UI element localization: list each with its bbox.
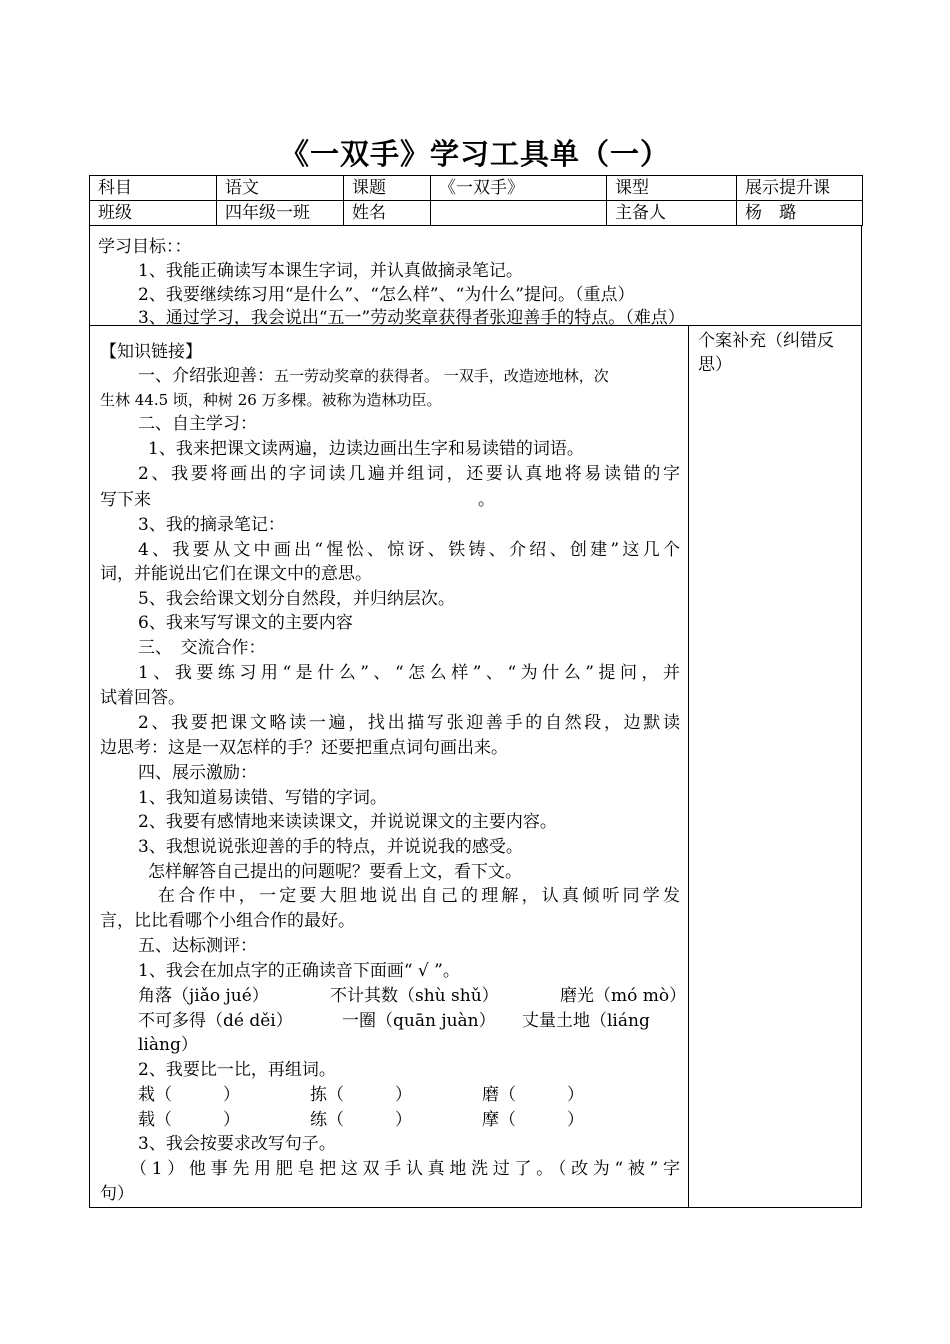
name-label: 姓名: [344, 201, 431, 226]
lesson-type-value: 展示提升课: [737, 176, 863, 201]
task-line: 1、我来把课文读两遍，边读边画出生字和易读错的词语。: [148, 439, 584, 459]
knowledge-intro-text: 五一劳动奖章的获得者。 一双手，改造迹地林，次: [274, 367, 609, 385]
subject-value: 语文: [217, 176, 344, 201]
task-line: （1）他事先用肥皂把这双手认真地洗过了。（改为“被”字: [130, 1159, 680, 1179]
compare-item: 栽（ ）: [138, 1085, 240, 1105]
task-line: 3、我会按要求改写句子。: [138, 1134, 336, 1154]
preparer-value: 杨 璐: [737, 201, 863, 226]
info-table: [89, 175, 863, 226]
task-line: 边思考：这是一双怎样的手？还要把重点词句画出来。: [100, 738, 508, 758]
compare-item: 载（ ）: [138, 1110, 240, 1130]
knowledge-intro-lead: 一、介绍张迎善：: [138, 366, 274, 386]
task-line: 1、我会在加点字的正确读音下面画“ √ ”。: [138, 961, 460, 981]
task-line: 在合作中，一定要大胆地说出自己的理解，认真倾听同学发: [158, 886, 680, 906]
goal-item: 1、我能正确读写本课生字词，并认真做摘录笔记。: [138, 261, 523, 281]
goal-item: 3、通过学习，我会说出“五一”劳动奖章获得者张迎善手的特点。（难点）: [138, 308, 685, 328]
knowledge-intro: [138, 364, 680, 388]
task-line: 词，并能说出它们在课文中的意思。: [100, 564, 372, 584]
learning-goals: [89, 225, 862, 326]
task-line: 4、我要从文中画出“惺忪、惊讶、铁铸、介绍、创建”这几个: [138, 540, 680, 560]
compare-item: 磨（ ）: [482, 1085, 584, 1105]
task-line: 言，比比看哪个小组合作的最好。: [100, 911, 355, 931]
knowledge-intro-cont: 生林 44.5 顷，种树 26 万多棵。被称为造林功臣。: [100, 391, 442, 409]
task-line: 试着回答。: [100, 688, 185, 708]
task-line-end: 。: [478, 490, 495, 510]
page-title: 《一双手》学习工具单（一）: [279, 137, 670, 171]
pinyin-item: 角落（jiǎo jué）: [138, 986, 269, 1006]
class-value: 四年级一班: [217, 201, 344, 226]
goals-label: 学习目标：：: [98, 237, 192, 257]
section-heading: 四、展示激励：: [138, 763, 257, 783]
task-line: 6、我来写写课文的主要内容: [138, 613, 353, 633]
knowledge-link-heading: 【知识链接】: [100, 342, 202, 362]
goal-item: 2、我要继续练习用“是什么”、“怎么样”、“为什么”提问。（重点）: [138, 285, 635, 305]
task-line: 怎样解答自己提出的问题呢？要看上文，看下文。: [148, 862, 522, 882]
lesson-type-label: 课型: [607, 176, 737, 201]
pinyin-item: 丈量土地（liáng: [522, 1011, 650, 1031]
task-line: 写下来: [100, 490, 151, 510]
task-line: 1、我要练习用“是什么”、“怎么样”、“为什么”提问，并: [138, 663, 680, 683]
info-row-1: [90, 176, 863, 201]
section-heading: 三、 交流合作：: [138, 638, 266, 658]
preparer-label: 主备人: [607, 201, 737, 226]
pinyin-item: 磨光（mó mò）: [560, 986, 687, 1006]
task-line: 2、我要比一比，再组词。: [138, 1060, 336, 1080]
section-heading: 五、达标测评：: [138, 936, 257, 956]
compare-item: 拣（ ）: [310, 1085, 412, 1105]
name-field[interactable]: [431, 201, 607, 226]
class-label: 班级: [90, 201, 217, 226]
pinyin-item: 不可多得（dé děi）: [138, 1011, 293, 1031]
pinyin-row-cont: liàng）: [138, 1035, 198, 1055]
task-line: 句）: [100, 1184, 134, 1204]
compare-item: 摩（ ）: [482, 1110, 584, 1130]
case-supplement-label: 个案补充（纠错反思）: [698, 331, 834, 375]
topic-label: 课题: [344, 176, 431, 201]
topic-value: 《一双手》: [431, 176, 607, 201]
task-line: 2、我要把课文略读一遍，找出描写张迎善手的自然段，边默读: [138, 713, 680, 733]
pinyin-item: 一圈（quān juàn）: [342, 1011, 496, 1031]
task-line: 2、我要有感情地来读读课文，并说说课文的主要内容。: [138, 812, 557, 832]
pinyin-item: 不计其数（shù shǔ）: [330, 986, 499, 1006]
compare-item: 练（ ）: [310, 1110, 412, 1130]
main-section: [89, 326, 862, 1208]
task-line: 1、我知道易读错、写错的字词。: [138, 788, 387, 808]
info-row-2: [90, 201, 863, 226]
task-line: 2、我要将画出的字词读几遍并组词，还要认真地将易读错的字: [138, 464, 680, 484]
task-line: 3、我的摘录笔记：: [138, 515, 285, 535]
task-line: 3、我想说说张迎善的手的特点，并说说我的感受。: [138, 837, 523, 857]
task-line: 5、我会给课文划分自然段，并归纳层次。: [138, 589, 455, 609]
section-heading: 二、自主学习：: [138, 414, 257, 434]
subject-label: 科目: [90, 176, 217, 201]
